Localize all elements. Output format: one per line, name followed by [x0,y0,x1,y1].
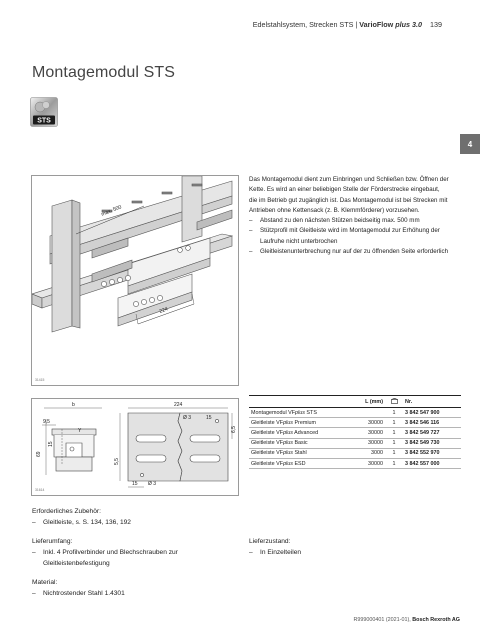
qty-cell: 1 [385,408,403,418]
package-icon [391,400,398,406]
figure-id: 31614 [35,488,45,492]
page-title: Montagemodul STS [32,64,176,81]
list-item: – Stützprofil mit Gleitleiste wird im Montagemodul zur Erhöhung der Laufruhe nicht unterbrochen [249,226,449,247]
table-row [249,438,461,448]
length-cell [345,408,385,418]
ordering-table [249,395,461,469]
dim-dia3-top: Ø 3 [183,415,192,421]
dimension-drawing [31,398,239,496]
sts-logo [30,97,58,127]
table-row [249,458,461,468]
table-row [249,428,461,438]
header-brand: VarioFlow plus 3.0 [359,20,422,29]
dimensioned-views [32,399,238,495]
dim-15-side: 15 [48,441,54,447]
description-paragraph: Das Montagemodul dient zum Einbringen und Schließen bzw. Öffnen der Kette. Es wird an einer beliebigen Stelle der Förderstrecke eingebaut, die im Betrieb gut zugänglich ist. Das Montagemodul ist bei Strecken mit Antrieben ohne Kettensack (z. B. Klemmförderer) vorzusehen. [249,176,449,214]
dim-6-5: 6,5 [231,426,237,433]
column-header-length: L (mm) [345,396,385,408]
part-number-cell: 3 842 549 727 [403,428,461,438]
list-item: – Inkl. 4 Profilverbinder und Blechschrauben zur Gleitleistenbefestigung [32,547,232,569]
accessories-label: Erforderliches Zubehör: [32,508,101,515]
part-number-cell: 3 842 557 000 [403,458,461,468]
dim-y: Y [78,428,82,434]
list-item: – Gleitleistenunterbrechung nur auf der zu öffnenden Seite erforderlich [249,247,449,257]
table-row [249,448,461,458]
part-number-cell: 3 842 547 900 [403,408,461,418]
page-number: 139 [430,20,442,29]
qty-cell: 1 [385,418,403,428]
column-header-qty [385,396,403,408]
qty-cell: 1 [385,458,403,468]
accessories-section [32,506,232,528]
assembly-module-drawing [31,175,239,386]
qty-cell: 1 [385,448,403,458]
dim-224: 224 [158,306,169,315]
dim-dia3-bottom: Ø 3 [148,481,157,487]
dim-15-bottom: 15 [132,481,138,487]
product-name: Montagemodul VFplus STS [249,408,345,418]
list-item[interactable]: – Gleitleiste, s. S. 134, 136, 192 [32,517,232,528]
list-item: – Abstand zu den nächsten Stützen beidseitig max. 500 mm [249,216,449,226]
list-item: – In Einzelteilen [249,547,449,558]
description-list [249,216,449,257]
dim-69: 69 [36,451,42,457]
scope-label: Lieferumfang: [32,538,73,545]
length-cell: 3000 [345,448,385,458]
scope-section [32,536,232,569]
header-section: Edelstahlsystem, Strecken STS | [252,20,358,29]
material-label: Material: [32,579,58,586]
list-item: – Nichtrostender Stahl 1.4301 [32,588,232,599]
isometric-illustration [32,176,238,385]
figure-id: 31415 [35,378,45,382]
dim-224-front: 224 [174,402,183,408]
product-name: Gleitleiste VFplus ESD [249,458,345,468]
qty-cell: 1 [385,438,403,448]
delivery-section [249,536,449,558]
footer-doc: R999000401 (2021-01), [353,617,411,623]
part-number-cell: 3 842 546 116 [403,418,461,428]
table-row [249,408,461,418]
dim-9-5: 9,5 [43,419,50,425]
product-name: Gleitleiste VFplus Basic [249,438,345,448]
material-section [32,577,232,599]
dim-5-5: 5,5 [114,458,120,465]
table-row [249,418,461,428]
dim-15-top: 15 [206,415,212,421]
page-footer [354,617,460,623]
length-cell: 30000 [345,458,385,468]
table-header-row [249,396,461,408]
part-number-cell: 3 842 552 970 [403,448,461,458]
qty-cell: 1 [385,428,403,438]
product-name: Gleitleiste VFplus Stahl [249,448,345,458]
page-header [253,20,442,29]
length-cell: 30000 [345,438,385,448]
description [249,175,449,257]
column-header-nr: Nr. [403,396,461,408]
dim-b: b [72,402,75,408]
footer-company: Bosch Rexroth AG [412,617,460,623]
logo-text: STS [37,117,51,125]
length-cell: 30000 [345,418,385,428]
product-name: Gleitleiste VFplus Advanced [249,428,345,438]
part-number-cell: 3 842 549 730 [403,438,461,448]
length-cell: 30000 [345,428,385,438]
product-name: Gleitleiste VFplus Premium [249,418,345,428]
delivery-label: Lieferzustand: [249,538,291,545]
dim-max-500: max. 500 [100,204,123,218]
column-header-product [249,396,345,408]
chapter-tab[interactable]: 4 [460,134,480,154]
